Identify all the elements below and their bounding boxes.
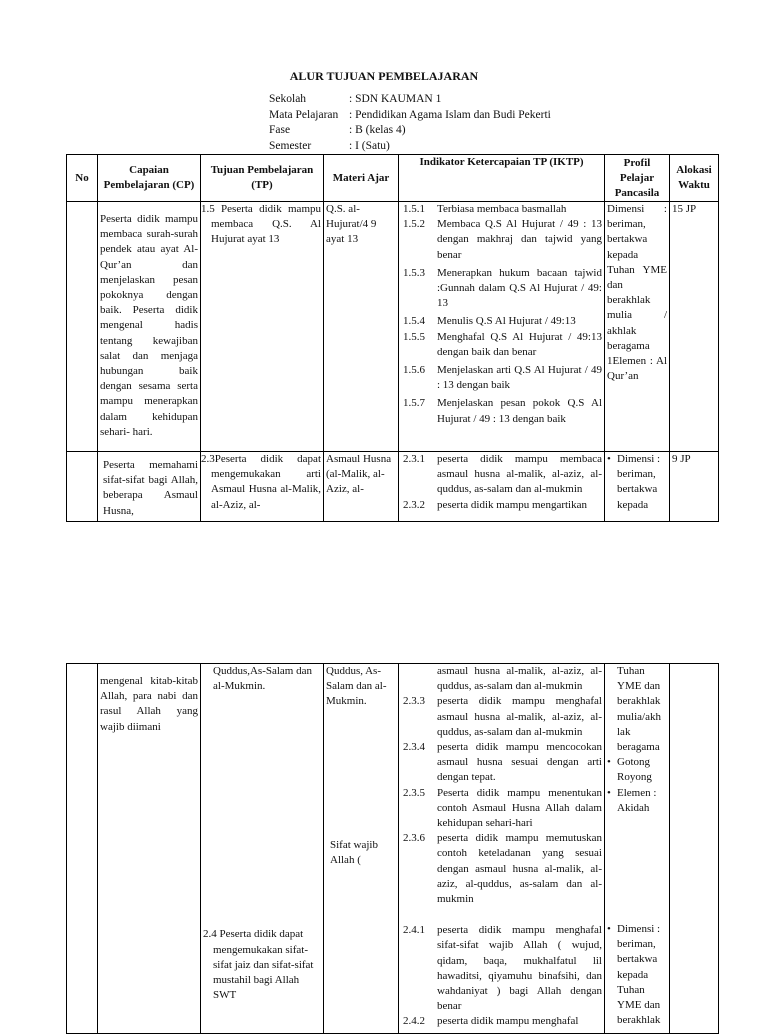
iktp-item: 1.5.2 Membaca Q.S Al Hujurat / 49 : 13 dengan makhraj dan tajwid yang benar	[403, 218, 602, 261]
header-cp: Capaian Pembelajaran (CP)	[98, 155, 201, 202]
info-key: Semester	[269, 139, 312, 152]
iktp-item: 2.3.5 Peserta didik mampu menentukan contoh Asmaul Husna Allah dalam kehidupan sehari-hari	[403, 786, 602, 830]
row2-materi: Asmaul Husna (al-Malik, al-Aziz, al-	[324, 452, 399, 522]
p2-cp: mengenal kitab-kitab Allah, para nabi dan rasul Allah yang wajib diimani	[98, 664, 201, 1034]
iktp-item: 1.5.1 Terbiasa membaca basmallah	[403, 203, 567, 215]
iktp-item: 1.5.5 Menghafal Q.S Al Hujurat / 49:13 dengan baik dan benar	[403, 330, 602, 358]
info-key: Sekolah	[269, 93, 307, 105]
info-value: : B (kelas 4)	[349, 124, 406, 136]
learning-goals-table-page2	[66, 663, 719, 1034]
row1-profil: Dimensi : beriman, bertakwa kepada Tuhan YME dan berakhlak mulia / akhlak beragama 1Elemen : Al Qur’an	[605, 202, 670, 452]
info-value: : Pendidikan Agama Islam dan Budi Pekerti	[349, 108, 551, 121]
iktp-item: 2.3.3 peserta didik mampu menghafal asmaul husna al-malik, al-aziz, al-quddus, as-salam dan al-mukmin	[403, 695, 602, 738]
row1-materi: Q.S. al-Hujurat/4 9 ayat 13	[324, 202, 399, 452]
header-profil: Profil Pelajar Pancasila	[605, 155, 670, 202]
iktp-item: 2.3.2 peserta didik mampu mengartikan	[403, 498, 587, 511]
iktp-item: 1.5.3 Menerapkan hukum bacaan tajwid :Gunnah dalam Q.S Al Hujurat / 49: 13	[403, 266, 602, 310]
iktp-item: 2.3.4 peserta didik mampu mencocokan asmaul husna sesuai dengan arti dengan tepat.	[403, 741, 602, 784]
p2-materi: Quddus, As-Salam dan al-Mukmin. Sifat wajib Allah (	[324, 664, 399, 1034]
info-value: : I (Satu)	[349, 139, 390, 152]
header-no: No	[67, 155, 98, 202]
row1-no	[67, 202, 98, 452]
bullet-icon: •	[607, 786, 611, 799]
header-materi: Materi Ajar	[324, 155, 399, 202]
bullet-icon: •	[607, 453, 611, 465]
iktp-item: 2.4.1 peserta didik mampu menghafal sifat-sifat wajib Allah ( wujud, qidam, baqa, mukhalfatul lil hawaditsi, qiyamuhu binafsihi, dan wahdaniyat ) bagi Allah dengan benar	[403, 924, 602, 1013]
document-title: ALUR TUJUAN PEMBELAJARAN	[289, 69, 479, 83]
bullet-icon: •	[607, 923, 611, 936]
row2-tp: 2.3Peserta didik dapat mengemukakan arti Asmaul Husna al-Malik, al-Aziz, al-	[201, 452, 324, 522]
iktp-item: 1.5.7 Menjelaskan pesan pokok Q.S Al Hujurat / 49 : 13 dengan baik	[403, 397, 602, 425]
school-info	[269, 92, 551, 154]
p2-profil: Tuhan YME dan berakhlak mulia/akh lak beragama • Gotong Royong • Elemen : Akidah • Dimensi : beriman, bertakwa kepada Tuhan YME dan berakhlak	[605, 664, 670, 1034]
info-key: Fase	[269, 124, 291, 136]
row2-cp: Peserta memahami sifat-sifat bagi Allah, beberapa Asmaul Husna,	[98, 452, 201, 522]
bullet-icon: •	[607, 756, 611, 769]
p2-no	[67, 664, 98, 1034]
p2-alokasi	[670, 664, 719, 1034]
iktp-item: 2.3.1 peserta didik mampu membaca asmaul husna al-malik, al-aziz, al-quddus, as-salam dan al-mukmin	[403, 453, 602, 496]
learning-goals-table-page1	[66, 154, 719, 522]
info-value: : SDN KAUMAN 1	[349, 93, 442, 105]
row1-cp: Peserta didik mampu membaca surah-surah pendek atau ayat Al-Qur’an dan menjelaskan pesan pokoknya dengan baik. Peserta didik mengenal hadis tentang kewajiban salat dan menjaga hubungan baik dengan sesama serta mampu menerapkan dalam kehidupan sehari- hari.	[98, 202, 201, 452]
header-alokasi: Alokasi Waktu	[670, 155, 719, 202]
row1-iktp	[399, 202, 605, 452]
iktp-item: 1.5.4 Menulis Q.S Al Hujurat / 49:13	[403, 315, 576, 328]
iktp-item: 2.4.2 peserta didik mampu menghafal	[403, 1015, 579, 1028]
row2-alokasi: 9 JP	[670, 452, 719, 522]
row2-iktp	[399, 452, 605, 522]
header-tp: Tujuan Pembelajaran (TP)	[201, 155, 324, 202]
row1-tp: 1.5 Peserta didik mampu membaca Q.S. Al Hujurat ayat 13	[201, 202, 324, 452]
row2-no	[67, 452, 98, 522]
p2-tp: Quddus,As-Salam dan al-Mukmin. 2.4 Peserta didik dapat mengemukakan sifat-sifat jaiz dan sifat-sifat mustahil bagi Allah SWT	[201, 664, 324, 1034]
iktp-item: 2.3.6 peserta didik mampu memutuskan contoh keteladanan yang sesuai dengan asmaul husna al-malik, al-aziz, al-quddus, as-salam dan al-mukmin	[403, 832, 602, 906]
header-iktp: Indikator Ketercapaian TP (IKTP)	[399, 155, 605, 202]
iktp-item: 1.5.6 Menjelaskan arti Q.S Al Hujurat / 49 : 13 dengan baik	[403, 364, 602, 392]
row2-profil: • Dimensi : beriman, bertakwa kepada	[605, 452, 670, 522]
info-key: Mata Pelajaran	[269, 108, 339, 121]
p2-iktp: asmaul husna al-malik, al-aziz, al-quddus, as-salam dan al-mukmin 2.3.3 peserta didik mampu menghafal asmaul husna al-malik, al-aziz, al-quddus, as-salam dan al-mukmin 2.3.4 peserta didik mampu mencocokan asmaul husna sesuai dengan arti dengan tepat. 2.3.5 Peserta didik mampu menentukan contoh Asmaul Husna Allah dalam kehidupan sehari-hari 2.3.6 peserta didik mampu memutuskan contoh keteladanan yang sesuai dengan asmaul husna al-malik, al-aziz, al-quddus, as-salam dan al-mukmin 2.4.1 peserta didik mampu menghafal sifat-sifat wajib Allah ( wujud, qidam, baqa, mukhalfatul lil hawaditsi, qiyamuhu binafsihi, dan wahdaniyat ) bagi Allah dengan benar 2.4.2 peserta didik mampu menghafal	[399, 664, 605, 1034]
row1-alokasi: 15 JP	[670, 202, 719, 452]
